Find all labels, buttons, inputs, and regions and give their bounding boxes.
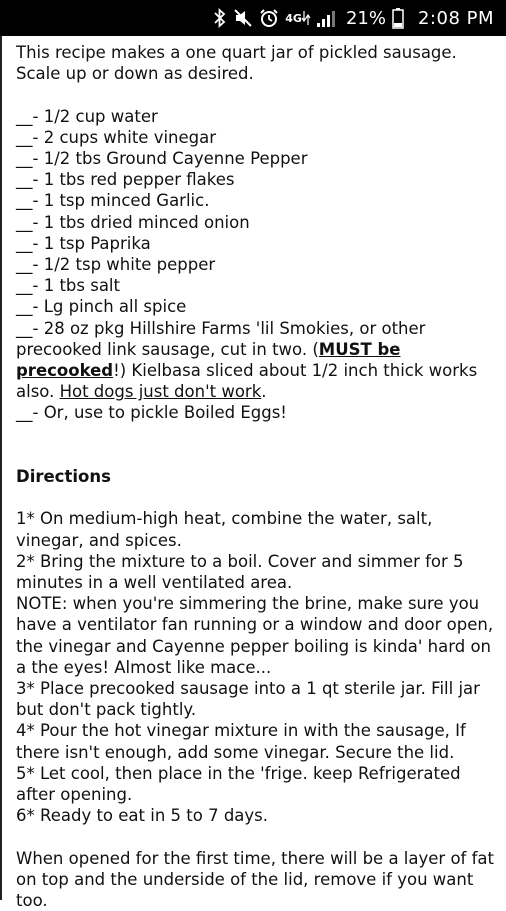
- ingredient-item: __- 1 tbs salt: [16, 276, 120, 296]
- directions-heading: Directions: [16, 467, 111, 487]
- network-4g-icon: 4G: [285, 8, 310, 28]
- ingredient-item: __- 1/2 tbs Ground Cayenne Pepper: [16, 149, 308, 168]
- direction-note: NOTE: when you're simmering the brine, make sure you have a ventilator fan running or a window and door open, the vinegar and Cayenne pepper boiling is kinda' hard on a the eyes! Almost like mace...: [16, 594, 494, 677]
- closing-note: When opened for the first time, there will be a layer of fat on top and the underside of the lid, remove if you want too.: [16, 848, 494, 911]
- direction-step: 1* On medium-high heat, combine the water, salt, vinegar, and spices.: [16, 509, 433, 550]
- mute-icon: [233, 8, 253, 28]
- recipe-content[interactable]: [0, 36, 506, 911]
- recipe-intro: This recipe makes a one quart jar of pickled sausage. Scale up or down as desired.: [16, 43, 457, 84]
- sausage-text: .: [261, 382, 267, 402]
- ingredient-item: __- 1/2 cup water: [16, 106, 158, 126]
- sausage-text: __- 28 oz pkg Hillshire Farms 'lil Smokies, or other precooked link sausage, cut in two. (: [16, 318, 426, 359]
- direction-step: 4* Pour the hot vinegar mixture in with the sausage, If there isn't enough, add some vinegar. Secure the lid.: [16, 721, 466, 762]
- hot-dogs-note: Hot dogs just don't work: [59, 382, 262, 402]
- spacer: [16, 487, 494, 508]
- direction-step: 3* Place precooked sausage into a 1 qt sterile jar. Fill jar but don't pack tightly.: [16, 679, 480, 720]
- battery-icon: [392, 8, 404, 28]
- sausage-text: !) Kielbasa sliced about 1/2 inch thick works also.: [16, 361, 478, 402]
- direction-step: 5* Let cool, then place in the 'frige. keep Refrigerated after opening.: [16, 763, 461, 805]
- ingredient-eggs: __- Or, use to pickle Boiled Eggs!: [16, 403, 287, 423]
- ingredient-item: __- 1 tbs dried minced onion: [16, 212, 250, 232]
- ingredient-item: __- 2 cups white vinegar: [16, 127, 217, 147]
- spacer: [16, 826, 494, 847]
- clock: 2:08 PM: [417, 7, 494, 29]
- ingredient-sausage: [16, 318, 494, 403]
- direction-step: 6* Ready to eat in 5 to 7 days.: [16, 806, 269, 826]
- direction-step: 2* Bring the mixture to a boil. Cover and simmer for 5 minutes in a well ventilated area.: [16, 551, 464, 593]
- signal-icon: [316, 8, 336, 28]
- ingredient-item: __- 1 tsp Paprika: [16, 233, 151, 253]
- status-bar: [0, 0, 506, 36]
- spacer: [16, 84, 494, 105]
- battery-percent: 21%: [345, 7, 386, 29]
- bluetooth-icon: [213, 8, 227, 28]
- ingredient-item: __- 1 tbs red pepper flakes: [16, 170, 235, 190]
- ingredient-item: __- 1 tsp minced Garlic.: [16, 191, 210, 211]
- ingredient-item: __- Lg pinch all spice: [16, 297, 187, 317]
- ingredient-item: __- 1/2 tsp white pepper: [16, 255, 216, 275]
- alarm-icon: [259, 8, 279, 28]
- recipe-document: [2, 36, 506, 911]
- spacer: [16, 424, 494, 466]
- must-be-precooked: MUST be precooked: [16, 339, 401, 381]
